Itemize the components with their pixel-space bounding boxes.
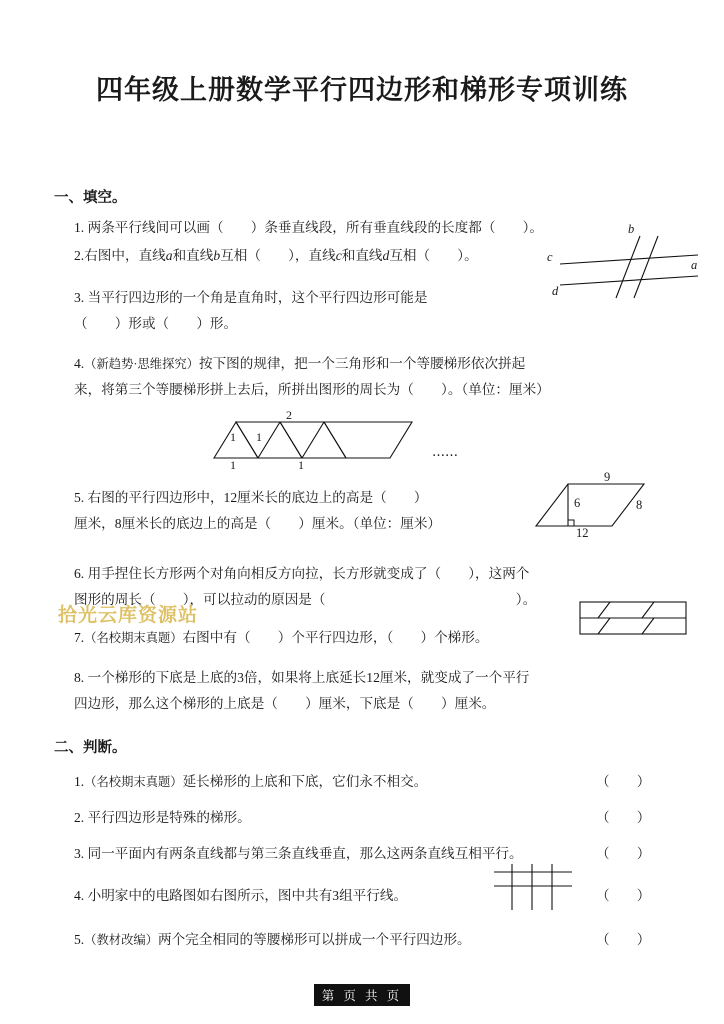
question-text-part: 互相（ ），直线 [220,248,336,263]
question-tag: （新趋势·思维探究） [84,357,199,371]
figure-pattern-strip [200,410,530,472]
judge-item-4 [74,884,407,908]
question-text: 一个梯形的下底是上底的3倍，如果将上底延长12厘米，就变成了一个平行 [87,670,530,685]
question-number: 4. [74,356,85,371]
question-number: 3. [74,846,85,861]
judge-answer-blank-5[interactable]: （ ） [596,932,651,947]
question-number: 1. [74,220,85,235]
question-text-part: 互相（ ）。 [389,248,478,263]
question-1-8 [74,666,529,690]
question-text: 两条平行线间可以画（ ）条垂直线段，所有垂直线段的长度都（ ）。 [87,220,543,235]
question-1-3 [74,286,427,310]
figure-label-c: c [547,250,553,264]
line-label-b: b [213,248,221,263]
question-number: 3. [74,290,85,305]
question-1-8-line2 [74,692,495,716]
figure-intersecting-lines [547,222,708,302]
question-1-4-line2 [74,378,550,402]
question-text: 厘米，8厘米长的底边上的高是（ ）厘米。（单位：厘米） [74,516,442,531]
pattern-label-3: 2 [286,408,292,422]
question-1-4 [74,352,525,376]
section-heading-judge: 二、判断。 [54,740,127,756]
figure-label-a: a [691,258,698,272]
figure-label-height-6: 6 [574,496,581,510]
judge-item-2 [74,806,251,830]
figure-label-12: 12 [576,526,589,540]
question-text: 右图的平行四边形中，12厘米长的底边上的高是（ ） [87,490,428,505]
question-1-1 [74,216,543,240]
question-text: 小明家中的电路图如右图所示，图中共有3组平行线。 [87,888,408,903]
figure-circuit-parallel-lines [488,862,578,914]
question-number: 4. [74,888,85,903]
question-1-6 [74,562,529,586]
figure-divided-rectangle [576,598,696,640]
question-number: 6. [74,566,85,581]
question-1-5 [74,486,427,510]
pattern-label-4: 1 [230,458,236,472]
question-text: 当平行四边形的一个角是直角时，这个平行四边形可能是 [87,290,428,305]
figure-label-9: 9 [604,470,611,484]
question-1-3-line2 [74,312,237,336]
pattern-label-1: 1 [230,430,236,444]
question-1-7 [74,626,488,650]
figure-parallelogram-heights [520,470,660,546]
judge-answer-blank-3[interactable]: （ ） [596,846,651,861]
svg-text:……: …… [432,445,458,460]
page-footer [0,984,724,1006]
question-text-part: 和直线 [341,248,383,263]
question-1-5-line2 [74,512,441,536]
judge-answer-blank-4[interactable]: （ ） [596,888,651,903]
line-label-d: d [382,248,390,263]
line-label-a: a [165,248,173,263]
question-number: 1. [74,774,85,789]
question-tag: （名校期末真题） [84,631,183,645]
question-tag: （名校期末真题） [84,775,183,789]
question-text: 四边形，那么这个梯形的上底是（ ）厘米，下底是（ ）厘米。 [74,696,496,711]
question-number: 5. [74,932,85,947]
judge-item-3 [74,842,523,866]
figure-label-d: d [552,284,559,298]
page-number-label: 第 页 共 页 [314,984,410,1006]
question-text: 图形的周长（ ），可以拉动的原因是（ ）。 [74,592,537,607]
judge-item-1 [74,770,427,794]
question-1-2 [74,244,478,268]
line-label-c: c [335,248,342,263]
question-text: 右图中有（ ）个平行四边形，（ ）个梯形。 [182,630,489,645]
question-text: 来，将第三个等腰梯形拼上去后，所拼出图形的周长为（ ）。（单位：厘米） [74,382,550,397]
question-text: 平行四边形是特殊的梯形。 [87,810,251,825]
question-text: 两个完全相同的等腰梯形可以拼成一个平行四边形。 [158,932,471,947]
question-number: 2. [74,810,85,825]
pattern-label-5: 1 [298,458,304,472]
question-text: （ ）形或（ ）形。 [74,316,238,331]
page-title: 四年级上册数学平行四边形和梯形专项训练 [96,75,628,106]
figure-label-8: 8 [636,498,643,512]
question-text: 用手捏住长方形两个对角向相反方向拉，长方形就变成了（ ），这两个 [87,566,530,581]
pattern-label-2: 1 [256,430,262,444]
question-number: 5. [74,490,85,505]
question-tag: （教材改编） [84,933,158,947]
question-number: 8. [74,670,85,685]
question-text: 按下图的规律，把一个三角形和一个等腰梯形依次拼起 [198,356,526,371]
question-text: 延长梯形的上底和下底，它们永不相交。 [182,774,428,789]
watermark: 拾光云库资源站 [58,604,199,626]
figure-label-b: b [628,222,635,236]
question-text: 同一平面内有两条直线都与第三条直线垂直，那么这两条直线互相平行。 [87,846,523,861]
section-heading-fill-in: 一、填空。 [54,190,127,206]
question-text-part: 右图中，直线 [84,248,166,263]
judge-answer-blank-1[interactable]: （ ） [596,774,651,789]
question-number: 7. [74,630,85,645]
judge-item-5 [74,928,471,952]
question-text-part: 和直线 [172,248,214,263]
judge-answer-blank-2[interactable]: （ ） [596,810,651,825]
question-number: 2. [74,248,85,263]
